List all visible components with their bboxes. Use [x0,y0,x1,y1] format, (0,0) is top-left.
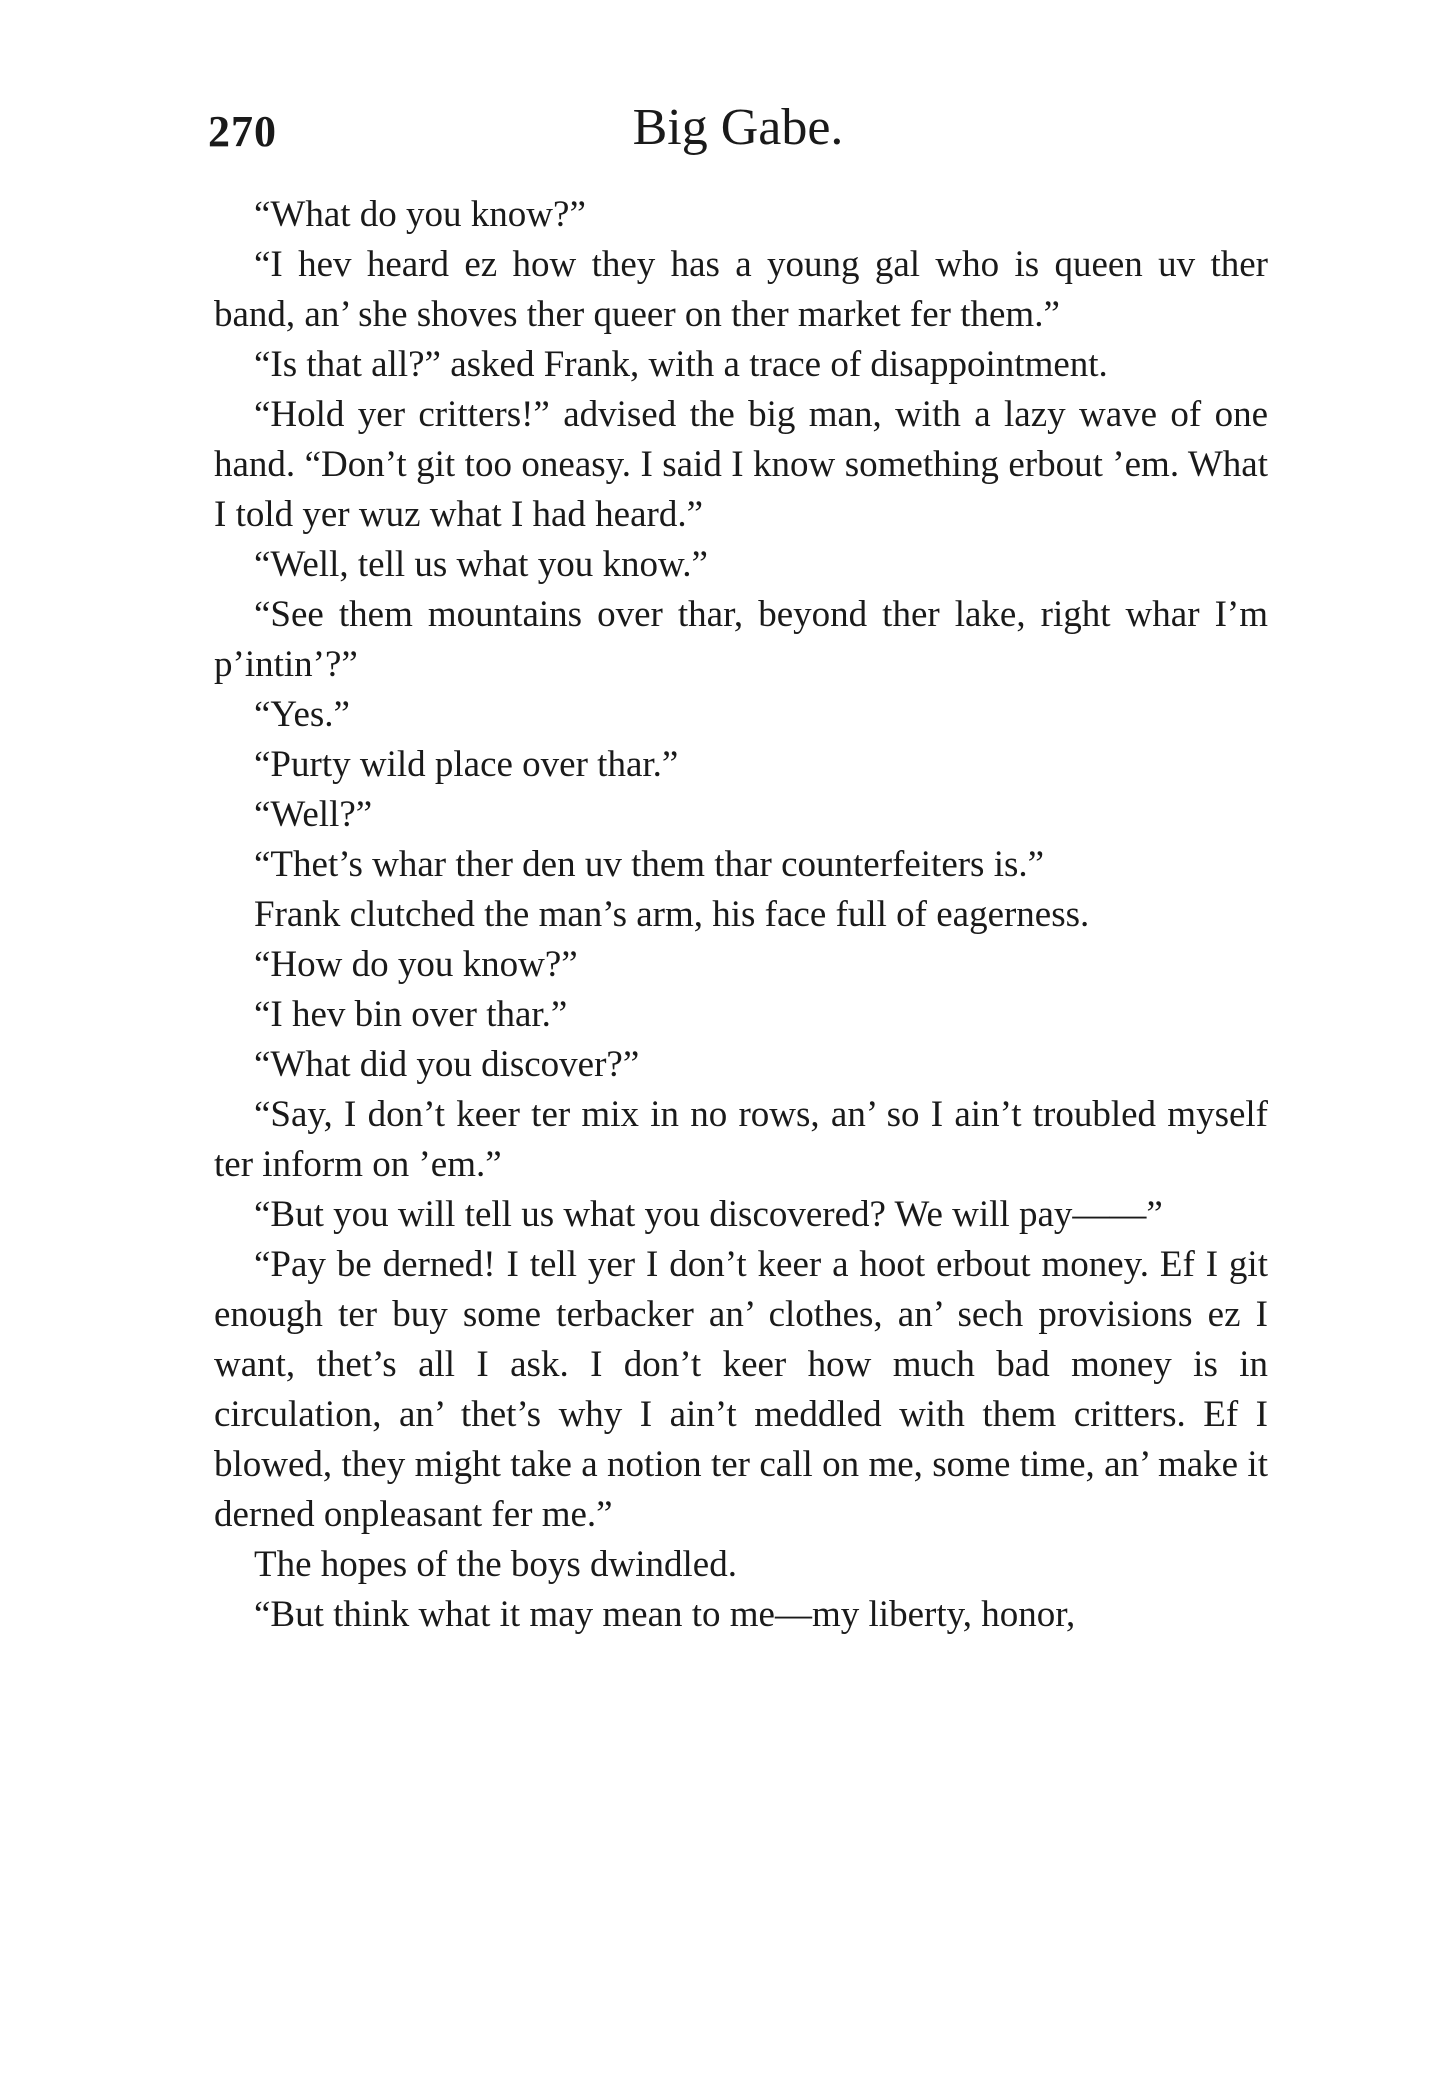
paragraph: “I hev bin over thar.” [254,994,568,1035]
paragraph: “But think what it may mean to me—my liberty, honor, [254,1594,1076,1635]
paragraph: “Pay be derned! I tell yer I don’t keer a hoot erbout money. Ef I git enough ter buy some terbacker an’ clothes, an’ sech provisions ez I want, thet’s all I ask. I don’t keer how much bad money is in circulation, an’ thet’s why I ain’t meddled with them critters. Ef I blowed, they might take a notion ter call on me, some time, an’ make it derned onpleasant fer me.” [214,1244,1268,1535]
paragraph: Frank clutched the man’s arm, his face full of eagerness. [254,894,1090,935]
paragraph: “Say, I don’t keer ter mix in no rows, an’ so I ain’t troubled myself ter inform on ’em.” [214,1094,1268,1185]
paragraph: “What do you know?” [254,194,586,235]
paragraph: “What did you discover?” [254,1044,640,1085]
paragraph: “Well, tell us what you know.” [254,544,708,585]
body-text [214,190,1268,1640]
paragraph: “See them mountains over thar, beyond ther lake, right whar I’m p’intin’?” [214,594,1268,685]
running-title: Big Gabe. [632,99,844,156]
paragraph: “I hev heard ez how they has a young gal who is queen uv ther band, an’ she shoves ther queer on ther market fer them.” [214,244,1268,335]
paragraph: “Yes.” [254,694,350,735]
paragraph: “Thet’s whar ther den uv them thar counterfeiters is.” [254,844,1045,885]
paragraph: “Purty wild place over thar.” [254,744,679,785]
paragraph: “Is that all?” asked Frank, with a trace of disappointment. [254,344,1108,385]
page-header [208,98,1268,168]
paragraph: The hopes of the boys dwindled. [254,1544,737,1585]
paragraph: “How do you know?” [254,944,578,985]
paragraph: “But you will tell us what you discovered? We will pay——” [254,1194,1163,1235]
page-number: 270 [208,107,277,156]
paragraph: “Well?” [254,794,373,835]
paragraph: “Hold yer critters!” advised the big man, with a lazy wave of one hand. “Don’t git too oneasy. I said I know something erbout ’em. What I told yer wuz what I had heard.” [214,394,1268,535]
